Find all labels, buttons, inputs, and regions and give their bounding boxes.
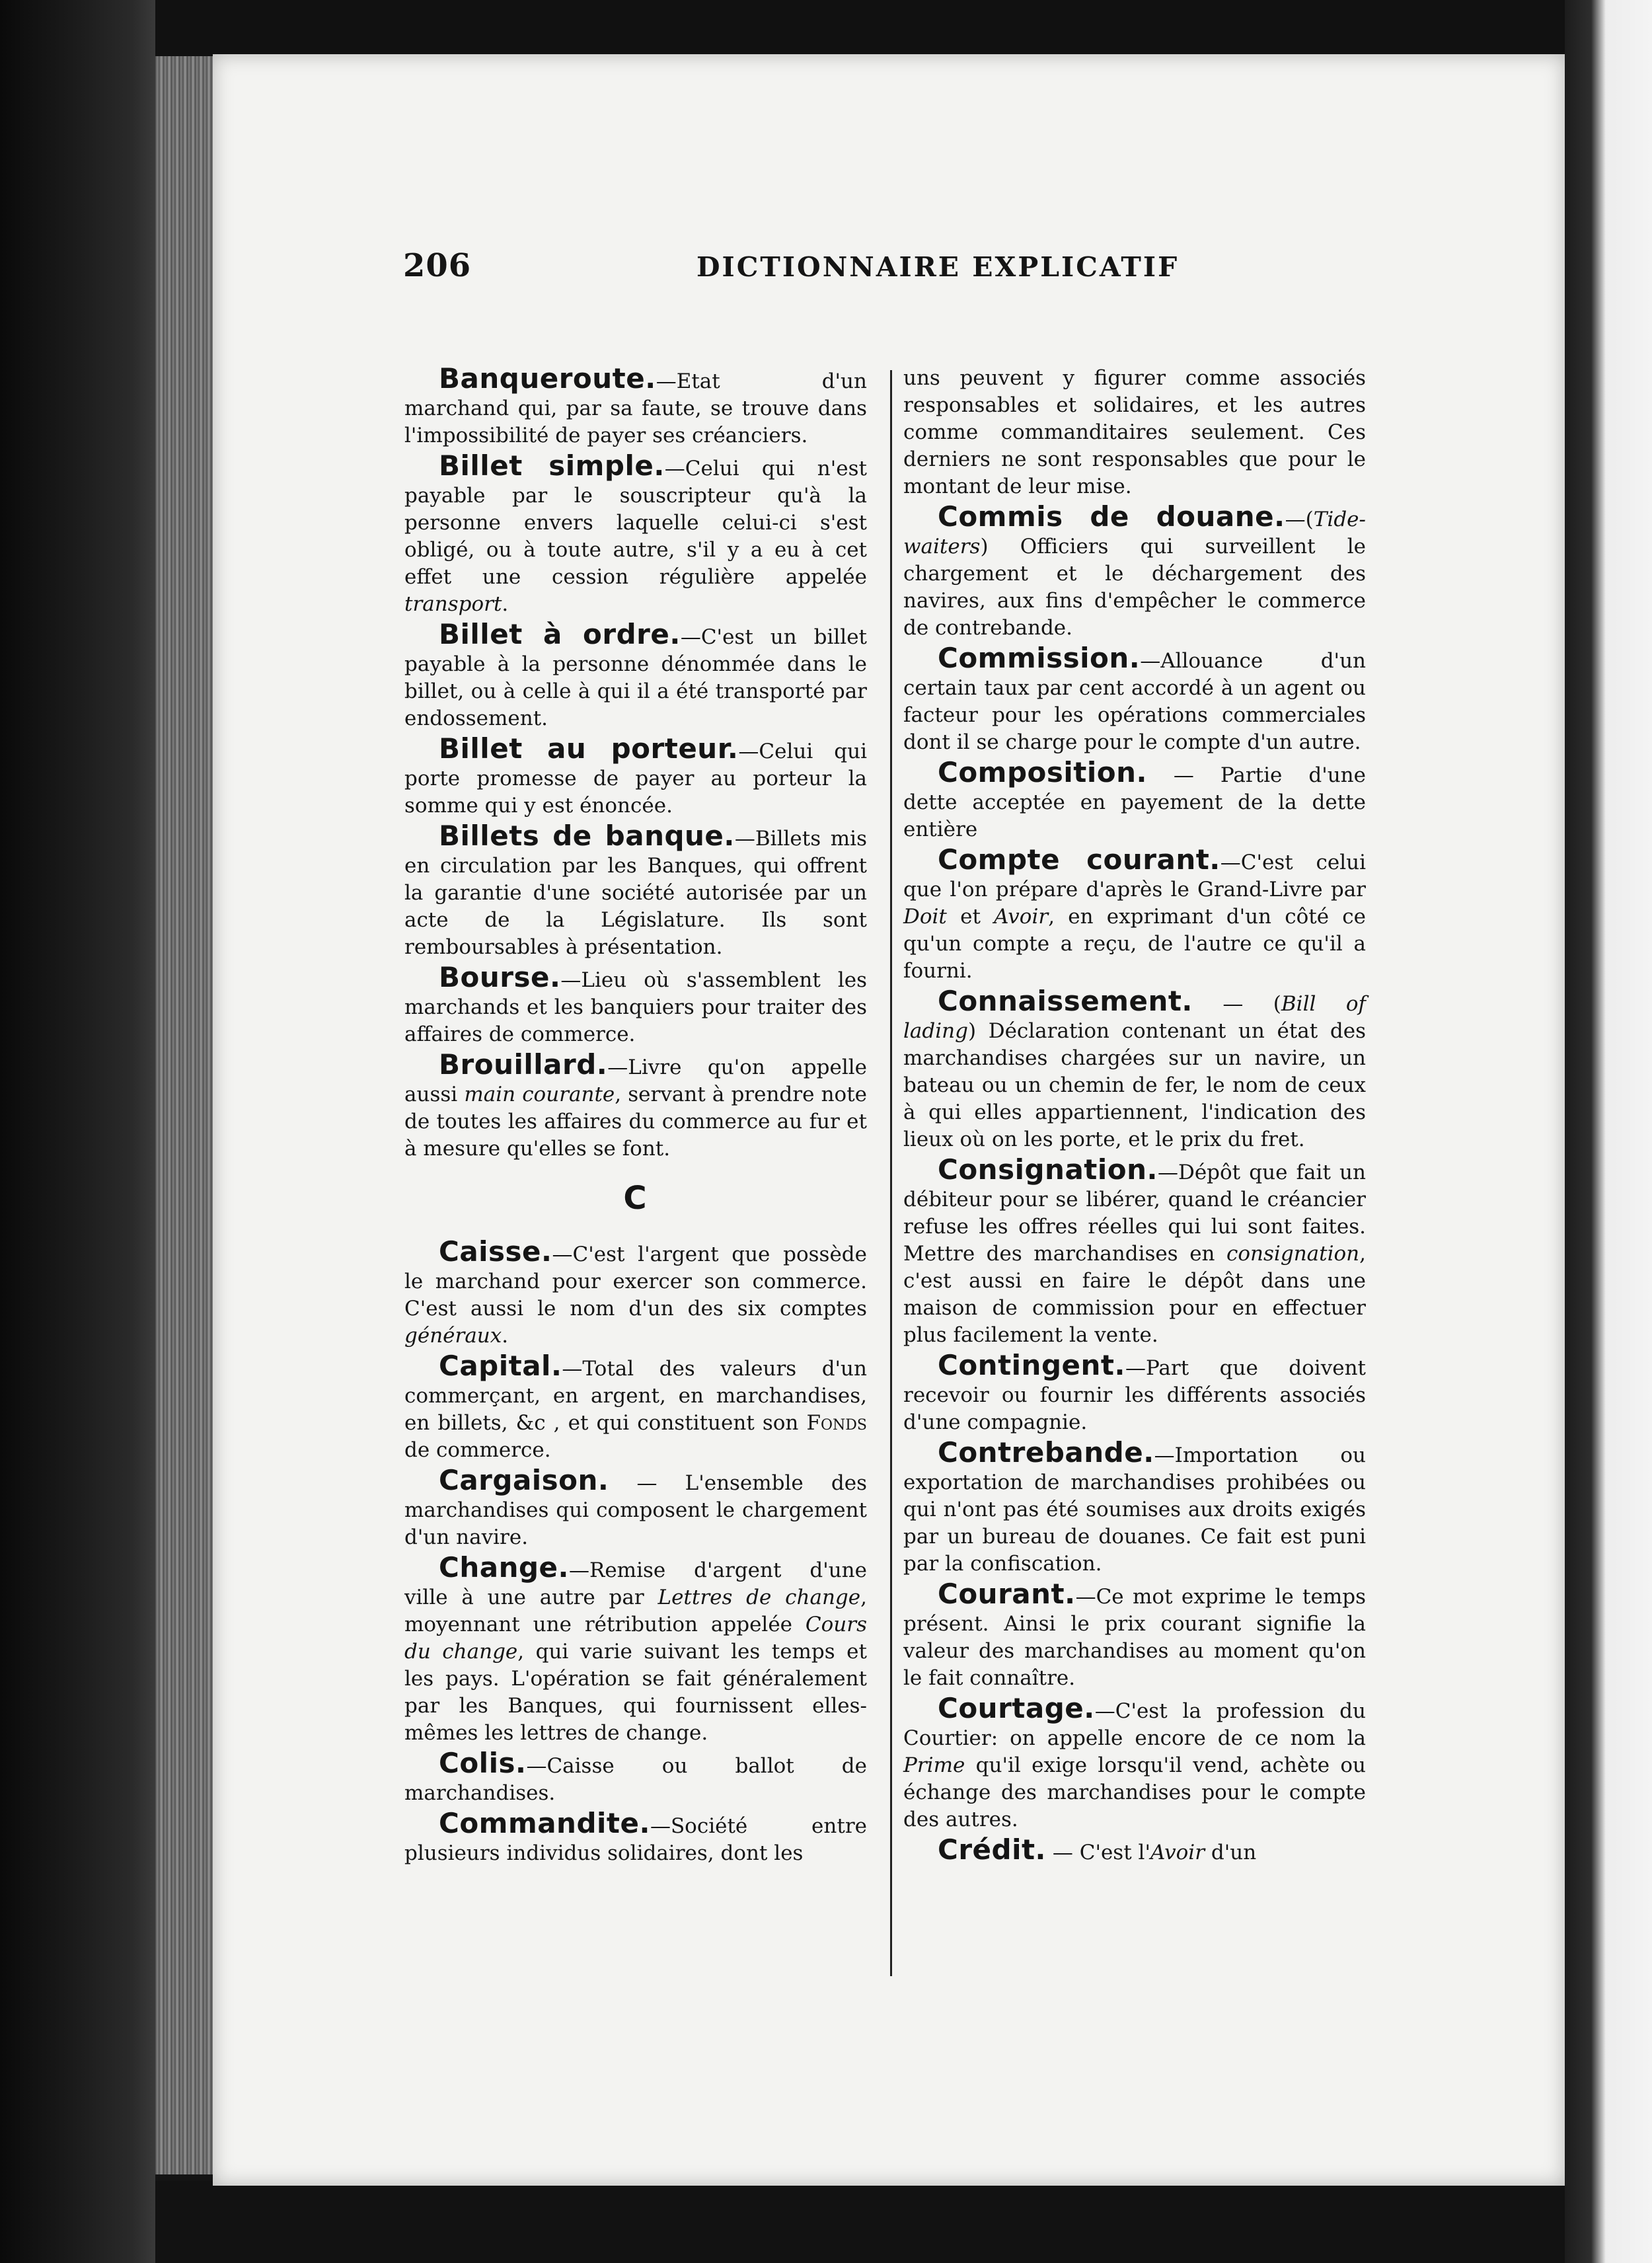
entry-definition: — L'ensemble des marchandises qui composent le chargement d'un navire. bbox=[404, 1471, 867, 1549]
entry-term: Change. bbox=[439, 1551, 569, 1584]
entry-commis-de-douane bbox=[903, 500, 1366, 642]
entry-definition-mid: et bbox=[946, 905, 995, 929]
entry-definition-end: , qui varie suivant les temps et les pays. L'opération se fait généralement par les Banques, qui fournissent elles-mêmes les lettres de change. bbox=[404, 1640, 867, 1745]
entry-definition: —Celui qui n'est payable par le souscripteur qu'à la personne envers laquelle celui-ci s'est obligé, ou à toute autre, s'il y a eu à cet effet une cession régulière appelée bbox=[404, 457, 867, 589]
entry-term: Connaissement. bbox=[938, 985, 1193, 1017]
entry-definition: —Dépôt que fait un débiteur pour se libérer, quand le créancier refuse les offres réelles qui lui sont faites. Mettre des marchandises en bbox=[903, 1161, 1366, 1266]
entry-contingent bbox=[903, 1349, 1366, 1436]
scan-border-bottom bbox=[155, 2181, 1652, 2263]
running-head bbox=[213, 247, 1565, 293]
entry-term: Banqueroute. bbox=[439, 362, 656, 395]
entry-term: Commission. bbox=[938, 642, 1141, 674]
entry-compte-courant bbox=[903, 843, 1366, 985]
entry-term: Commis de douane. bbox=[938, 500, 1285, 533]
entry-definition: —C'est celui que l'on prépare d'après le Grand-Livre par bbox=[903, 851, 1366, 901]
entry-italic: Avoir bbox=[994, 905, 1049, 929]
entry-italic: Lettres de change bbox=[657, 1586, 861, 1609]
entry-term: Courant. bbox=[938, 1578, 1076, 1610]
entry-courtage bbox=[903, 1692, 1366, 1833]
entry-term: Billet simple. bbox=[439, 449, 665, 482]
entry-definition-end: , servant à prendre note de toutes les affaires du commerce au fur et à mesure qu'elles se font. bbox=[404, 1083, 867, 1161]
entry-definition: —Part que doivent recevoir ou fournir les différents associés d'une compagnie. bbox=[903, 1356, 1366, 1434]
entry-italic: généraux bbox=[404, 1324, 502, 1348]
entry-definition: —( bbox=[1285, 508, 1314, 531]
entry-definition: —C'est l'argent que possède le marchand pour exercer son commerce. C'est aussi le nom d'un des six comptes bbox=[404, 1243, 867, 1321]
entry-italic: main courante bbox=[464, 1083, 615, 1106]
entry-italic: Bill of lading bbox=[903, 992, 1366, 1043]
right-column bbox=[903, 365, 1366, 1869]
entry-term: Colis. bbox=[439, 1747, 527, 1779]
entry-term: Crédit. bbox=[938, 1833, 1047, 1866]
entry-definition: —Billets mis en circulation par les Banques, qui offrent la garantie d'une société autorisée par un acte de la Législature. Ils sont remboursables à présentation. bbox=[404, 827, 867, 959]
entry-change bbox=[404, 1551, 867, 1747]
entry-billet-au-porteur bbox=[404, 732, 868, 820]
entry-definition: — ( bbox=[1192, 992, 1281, 1016]
entry-definition: —Ce mot exprime le temps présent. Ainsi le prix courant signifie la valeur des marchandises au moment qu'on le fait connaître. bbox=[903, 1585, 1366, 1690]
entry-banqueroute bbox=[404, 362, 867, 449]
entry-colis bbox=[404, 1749, 867, 1807]
entry-term: Billets de banque. bbox=[439, 820, 735, 852]
entry-term: Compte courant. bbox=[938, 843, 1220, 876]
entry-term: Billet à ordre. bbox=[439, 618, 681, 650]
entry-contrebande bbox=[903, 1436, 1366, 1578]
page-edges bbox=[155, 40, 215, 2174]
entry-term: Composition. bbox=[938, 756, 1147, 788]
entry-credit bbox=[903, 1833, 1366, 1866]
entry-billet-a-ordre bbox=[404, 618, 867, 732]
entry-definition: —Lieu où s'assemblent les marchands et les banquiers pour traiter des affaires de commerce. bbox=[404, 968, 867, 1046]
entry-definition-end: . bbox=[502, 1324, 509, 1348]
entry-commission bbox=[903, 644, 1366, 756]
entry-definition-end: ) Officiers qui surveillent le chargement et le déchargement des navires, aux fins d'empêcher le commerce de contrebande. bbox=[903, 535, 1366, 640]
entry-definition: —C'est la profession du Courtier: on appelle encore de ce nom la bbox=[903, 1699, 1366, 1750]
entry-consignation bbox=[903, 1153, 1366, 1349]
entry-definition: —Caisse ou ballot de marchandises. bbox=[404, 1754, 867, 1805]
left-column bbox=[404, 362, 868, 1870]
entry-definition: —C'est un billet payable à la personne dénommée dans le billet, ou à celle à qui il a été transporté par endossement. bbox=[404, 625, 867, 730]
entry-definition: — C'est l' bbox=[1046, 1841, 1150, 1864]
entry-italic: Doit bbox=[903, 905, 947, 929]
entry-italic: consignation bbox=[1226, 1242, 1360, 1266]
entry-italic: Tide-waiters bbox=[903, 508, 1366, 558]
entry-brouillard bbox=[404, 1048, 867, 1163]
entry-composition bbox=[903, 756, 1366, 843]
scan-border-top bbox=[155, 0, 1652, 56]
entry-definition-end: , c'est aussi en faire le dépôt dans une maison de commission pour en effectuer plus facilement la vente. bbox=[903, 1242, 1366, 1347]
entry-term: Contrebande. bbox=[938, 1436, 1154, 1469]
entry-connaissement bbox=[903, 987, 1366, 1153]
book-spine bbox=[0, 0, 155, 2263]
entry-definition: —Total des valeurs d'un commerçant, en argent, en marchandises, en billets, &c , et qui constituent son bbox=[404, 1357, 867, 1435]
entry-definition: —Société entre plusieurs individus solidaires, dont les bbox=[404, 1814, 867, 1865]
entry-definition-end: qu'il exige lorsqu'il vend, achète ou échange des marchandises pour le compte des autres. bbox=[903, 1753, 1366, 1831]
entry-term: Consignation. bbox=[938, 1153, 1158, 1186]
entry-definition-end: de commerce. bbox=[404, 1438, 551, 1462]
page bbox=[213, 54, 1565, 2186]
entry-definition-mid: , moyennant une rétribution appelée bbox=[404, 1586, 867, 1636]
entry-definition-end: , en exprimant d'un côté ce qu'un compte a reçu, de l'autre ce qu'il a fourni. bbox=[903, 905, 1366, 983]
entry-term: Contingent. bbox=[938, 1349, 1125, 1381]
entry-commandite bbox=[404, 1807, 867, 1867]
section-letter: C bbox=[623, 1180, 648, 1217]
entry-definition-end: . bbox=[502, 592, 509, 616]
entry-italic: Cours du change bbox=[404, 1613, 867, 1664]
entry-definition: —Importation ou exportation de marchandises prohibées ou qui n'ont pas été soumises aux droits exigés par un bureau de douanes. Ce fait est puni par la confiscation. bbox=[903, 1443, 1366, 1576]
entry-definition: —Livre qu'on appelle aussi bbox=[404, 1055, 867, 1106]
page-number: 206 bbox=[403, 247, 472, 284]
entry-term: Commandite. bbox=[439, 1807, 650, 1839]
entry-cargaison bbox=[404, 1464, 867, 1551]
entry-small-caps: Fonds bbox=[806, 1411, 867, 1435]
entry-billets-de-banque bbox=[404, 822, 867, 961]
entry-bourse bbox=[404, 961, 867, 1048]
scan-border-right bbox=[1565, 0, 1652, 2263]
running-title: DICTIONNAIRE EXPLICATIF bbox=[696, 251, 1180, 283]
entry-commandite-continued: uns peuvent y figurer comme associés responsables et solidaires, et les autres comme commanditaires seulement. Ces derniers ne sont responsables que pour le montant de leur mise. bbox=[903, 366, 1366, 498]
column-rule bbox=[890, 370, 892, 1976]
entry-italic: Prime bbox=[903, 1753, 965, 1777]
entry-definition-end: d'un bbox=[1205, 1841, 1257, 1864]
entry-definition: — Partie d'une dette acceptée en payement de la dette entière bbox=[903, 763, 1366, 841]
entry-capital bbox=[404, 1352, 867, 1464]
entry-definition: —Remise d'argent d'une ville à une autre par bbox=[404, 1558, 867, 1609]
entry-definition: —Etat d'un marchand qui, par sa faute, se trouve dans l'impossibilité de payer ses créanciers. bbox=[404, 369, 867, 447]
entry-definition: —Allouance d'un certain taux par cent accordé à un agent ou facteur pour les opérations commerciales dont il se charge pour le compte d'un autre. bbox=[903, 649, 1366, 754]
entry-courant bbox=[903, 1580, 1366, 1692]
entry-billet-simple bbox=[404, 449, 867, 618]
entry-term: Courtage. bbox=[938, 1692, 1095, 1724]
entry-italic: Avoir bbox=[1150, 1841, 1205, 1864]
entry-term: Billet au porteur. bbox=[439, 732, 739, 765]
entry-italic: transport bbox=[404, 592, 502, 616]
entry-term: Capital. bbox=[439, 1350, 562, 1382]
entry-caisse bbox=[404, 1235, 867, 1350]
entry-term: Bourse. bbox=[439, 961, 561, 993]
entry-term: Cargaison. bbox=[439, 1464, 609, 1496]
entry-term: Caisse. bbox=[439, 1235, 552, 1268]
entry-definition: —Celui qui porte promesse de payer au porteur la somme qui y est énoncée. bbox=[404, 740, 868, 818]
entry-definition-end: ) Déclaration contenant un état des marchandises chargées sur un navire, un bateau ou un chemin de fer, le nom de ceux à qui elles appartiennent, l'indication des lieux où on les porte, et le prix du fret. bbox=[903, 1019, 1366, 1151]
entry-term: Brouillard. bbox=[439, 1048, 608, 1081]
